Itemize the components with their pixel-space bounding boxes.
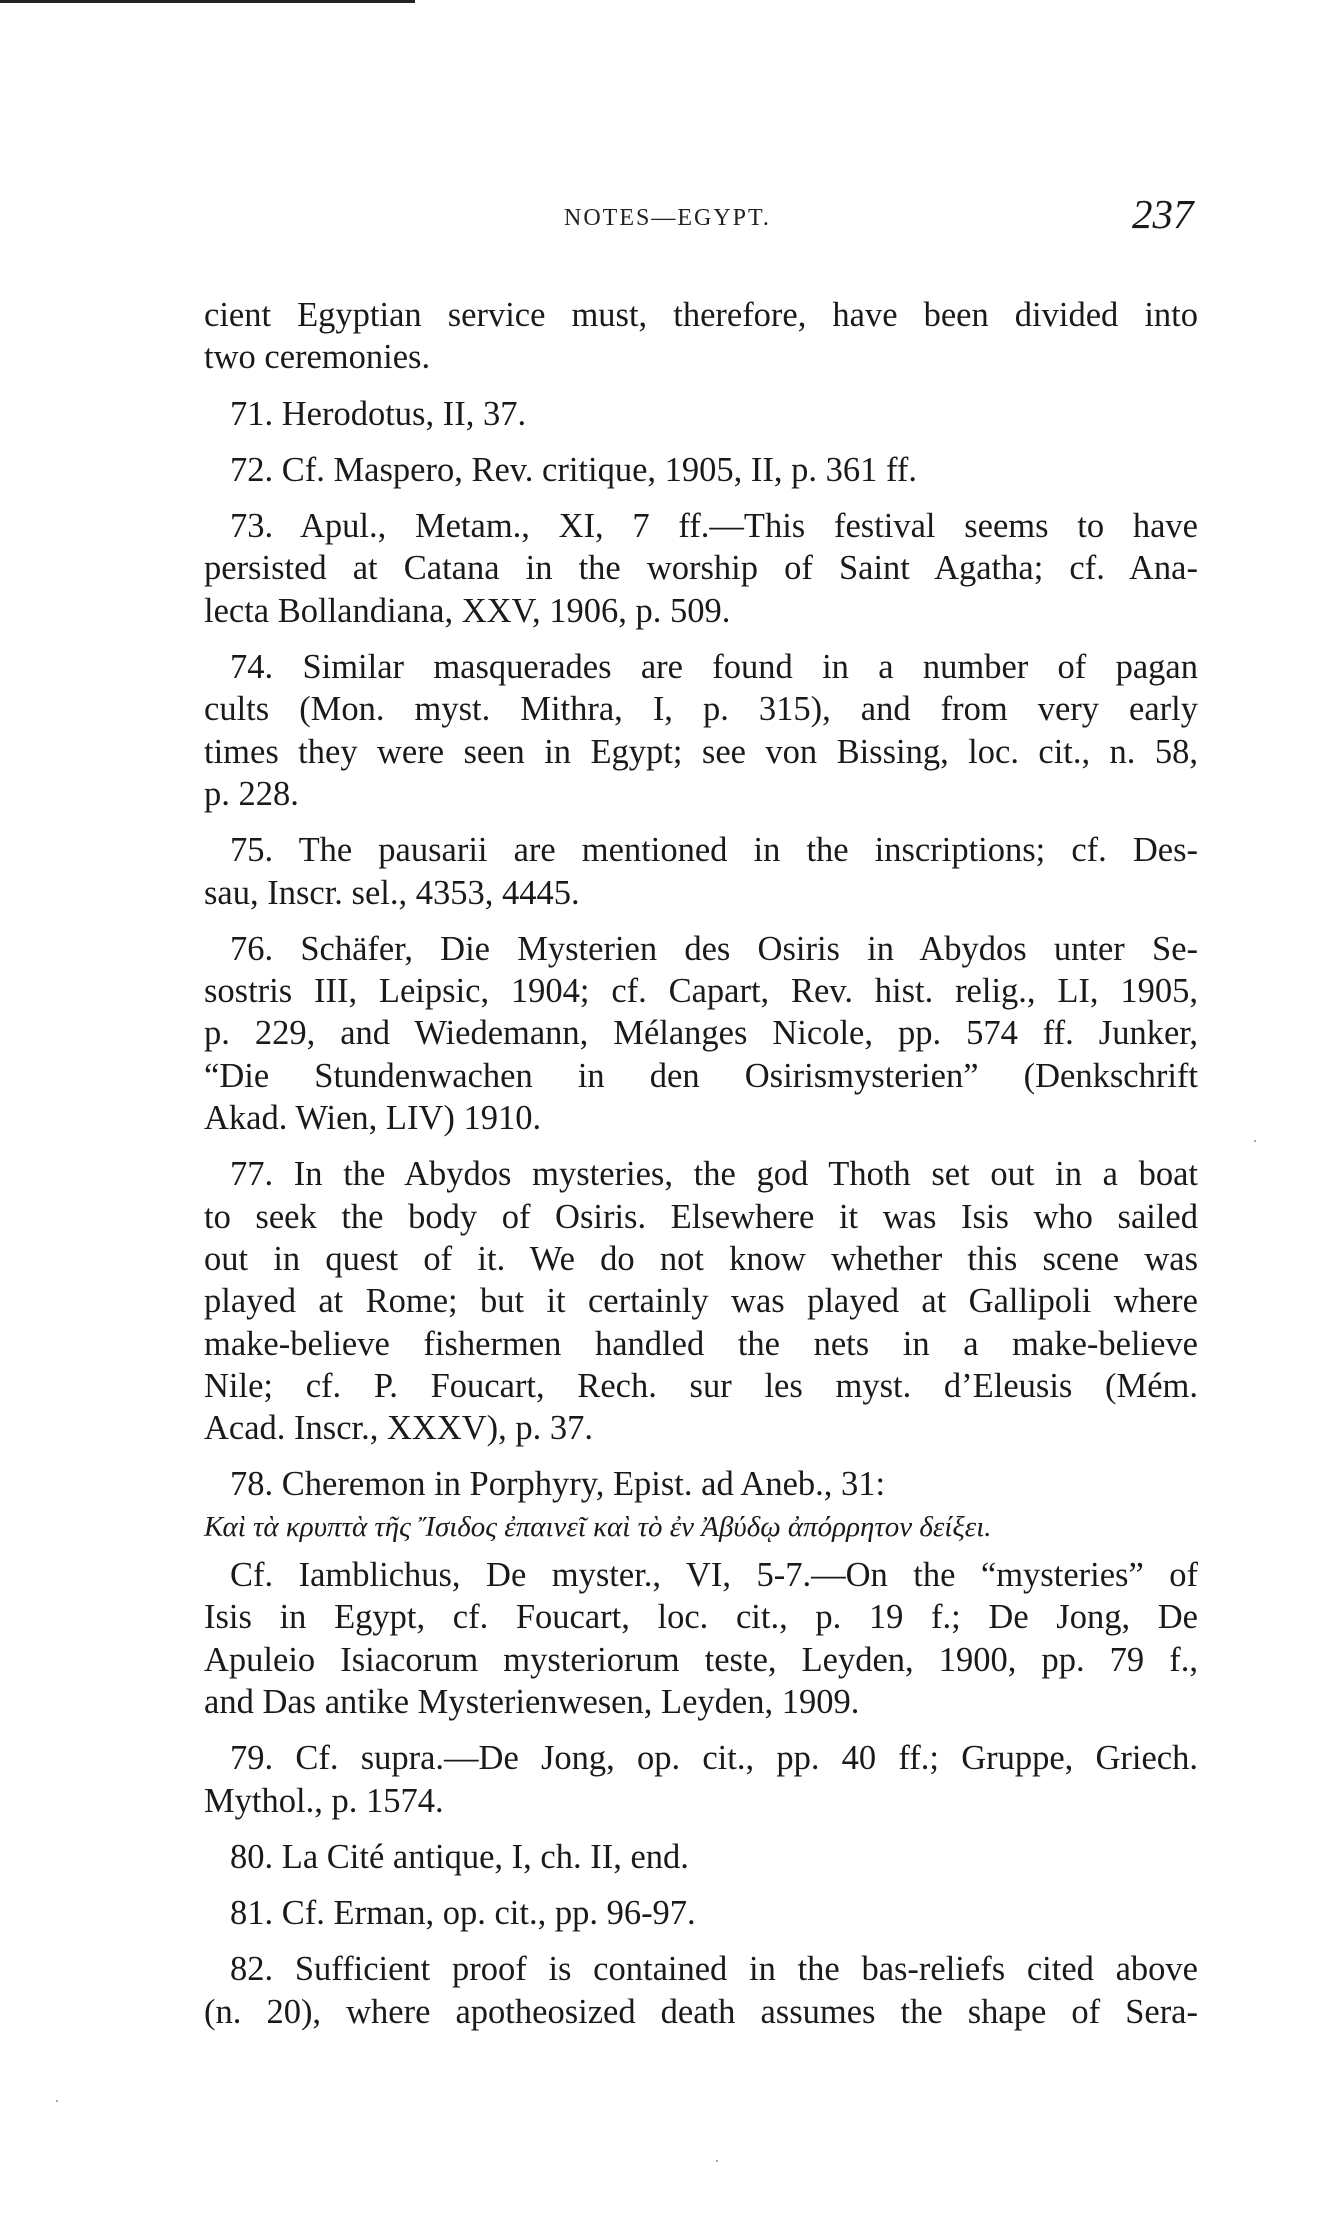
- greek-quotation-line: Καὶ τὰ κρυπτὰ τῆς Ἴσιδος ἐπαινεῖ καὶ τὸ ἐν Ἀβύδῳ ἀπόρρητον δείξει.: [204, 1510, 992, 1543]
- top-rule: [0, 0, 415, 3]
- text-line: Acad. Inscr., XXXV), p. 37.: [204, 1409, 594, 1448]
- text-line: cient Egyptian service must, therefore, have been divided into: [204, 296, 1198, 334]
- text-line: cults (Mon. myst. Mithra, I, p. 315), and from very early: [204, 690, 1198, 729]
- text-line: 81. Cf. Erman, op. cit., pp. 96-97.: [230, 1894, 696, 1933]
- text-line: make-believe fishermen handled the nets in a make-believe: [204, 1324, 1198, 1363]
- text-line: (n. 20), where apotheosized death assumes the shape of Sera-: [204, 1992, 1198, 2031]
- text-line: two ceremonies.: [204, 338, 431, 377]
- text-line: p. 229, and Wiedemann, Mélanges Nicole, pp. 574 ff. Junker,: [204, 1014, 1198, 1053]
- text-line: out in quest of it. We do not know whether this scene was: [204, 1239, 1198, 1278]
- scan-speck: [56, 2100, 58, 2102]
- text-line: played at Rome; but it certainly was played at Gallipoli where: [204, 1282, 1198, 1321]
- text-line: persisted at Catana in the worship of Saint Agatha; cf. Ana-: [204, 549, 1198, 588]
- text-line: sostris III, Leipsic, 1904; cf. Capart, Rev. hist. relig., LI, 1905,: [204, 972, 1198, 1011]
- text-line: Isis in Egypt, cf. Foucart, loc. cit., p. 19 f.; De Jong, De: [204, 1598, 1198, 1637]
- text-line: and Das antike Mysterienwesen, Leyden, 1909.: [204, 1682, 860, 1721]
- scan-speck: [1254, 1140, 1256, 1142]
- text-line: 77. In the Abydos mysteries, the god Thoth set out in a boat: [230, 1155, 1198, 1194]
- text-line: 76. Schäfer, Die Mysterien des Osiris in Abydos unter Se-: [230, 929, 1198, 968]
- text-line: 75. The pausarii are mentioned in the inscriptions; cf. Des-: [230, 831, 1198, 870]
- page-number: 237: [1132, 191, 1194, 237]
- text-line: “Die Stundenwachen in den Osirismysterien” (Denkschrift: [204, 1056, 1198, 1095]
- text-line: p. 228.: [204, 774, 299, 813]
- text-line: Akad. Wien, LIV) 1910.: [204, 1099, 542, 1138]
- running-head: NOTES—EGYPT.: [564, 205, 771, 231]
- text-line: to seek the body of Osiris. Elsewhere it was Isis who sailed: [204, 1197, 1198, 1236]
- text-line: sau, Inscr. sel., 4353, 4445.: [204, 873, 580, 912]
- text-line: Nile; cf. P. Foucart, Rech. sur les myst. d’Eleusis (Mém.: [204, 1366, 1198, 1405]
- text-line: Apuleio Isiacorum mysteriorum teste, Leyden, 1900, pp. 79 f.,: [204, 1640, 1198, 1679]
- text-line: 79. Cf. supra.—De Jong, op. cit., pp. 40 ff.; Gruppe, Griech.: [230, 1739, 1198, 1778]
- text-line: 82. Sufficient proof is contained in the bas-reliefs cited above: [230, 1950, 1198, 1989]
- text-line: 73. Apul., Metam., XI, 7 ff.—This festival seems to have: [230, 507, 1198, 546]
- text-line: 74. Similar masquerades are found in a number of pagan: [230, 648, 1198, 687]
- text-line: 71. Herodotus, II, 37.: [230, 394, 527, 433]
- text-line: Cf. Iamblichus, De myster., VI, 5-7.—On the “mysteries” of: [230, 1556, 1198, 1595]
- text-line: Mythol., p. 1574.: [204, 1781, 444, 1820]
- text-line: 80. La Cité antique, I, ch. II, end.: [230, 1837, 689, 1876]
- text-line: lecta Bollandiana, XXV, 1906, p. 509.: [204, 591, 731, 630]
- scan-speck: [716, 2160, 718, 2162]
- text-line: 72. Cf. Maspero, Rev. critique, 1905, II, p. 361 ff.: [230, 450, 918, 489]
- text-line: times they were seen in Egypt; see von Bissing, loc. cit., n. 58,: [204, 732, 1198, 771]
- text-line: 78. Cheremon in Porphyry, Epist. ad Aneb., 31:: [230, 1465, 886, 1504]
- notes-text-block: [204, 294, 1198, 2033]
